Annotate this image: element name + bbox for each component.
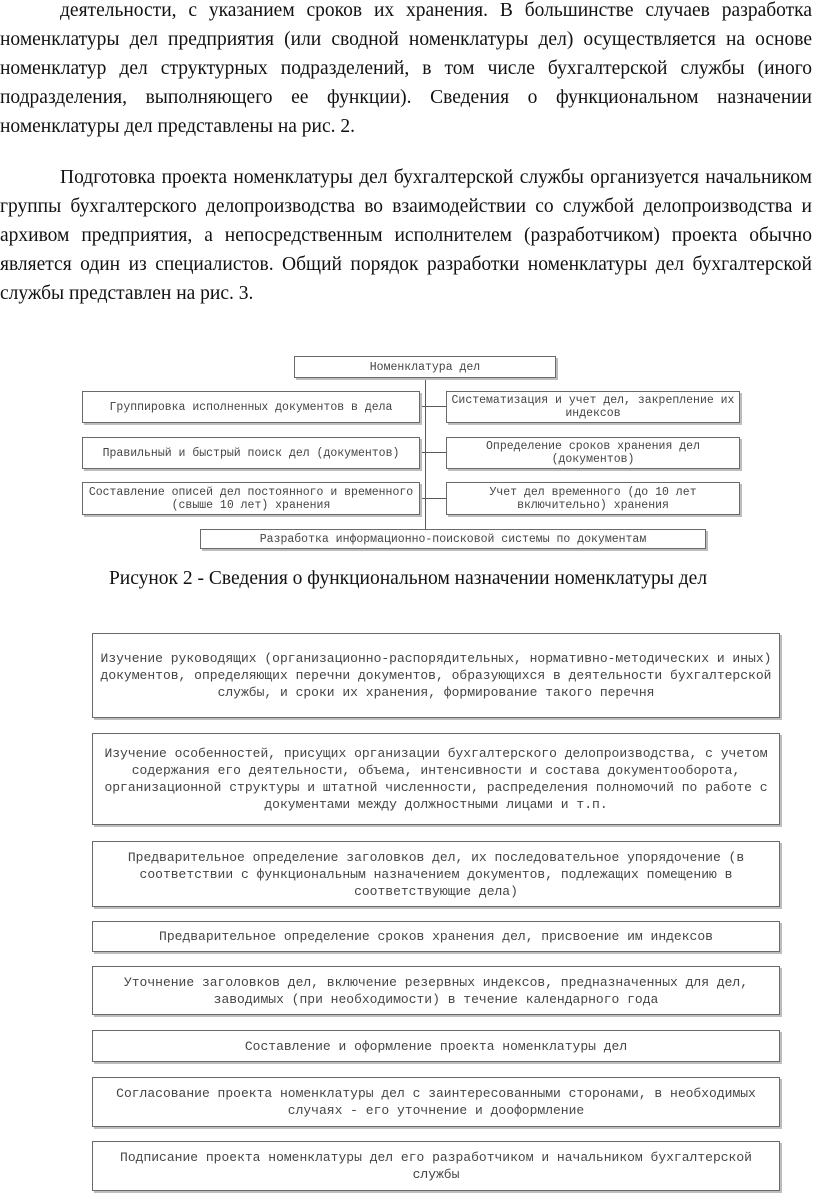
fig2-bottom-box: Разработка информационно-поисковой системы по документам [200, 529, 706, 549]
figure-2-caption: Рисунок 2 - Сведения о функциональном назначении номенклатуры дел [108, 568, 708, 589]
fig2-left-box-3: Составление описей дел постоянного и временного (свыше 10 лет) хранения [82, 482, 420, 515]
fig3-step-3: Предварительное определение заголовков дел, их последовательное упорядочение (в соответствии с функциональным назначением документов, подлежащих помещению в соответствующие дела) [92, 841, 780, 907]
fig3-step-2: Изучение особенностей, присущих организации бухгалтерского делопроизводства, с учетом содержания его деятельности, объема, интенсивности и состава документооборота, организационной структуры и штатной численности, распределения полномочий по работе с документами между должностными лицами и т.п. [92, 733, 780, 825]
fig3-step-1: Изучение руководящих (организационно-распорядительных, нормативно-методических и иных) документов, определяющих перечни документов, образующихся в деятельности бухгалтерской службы, и сроки их хранения, формирование такого перечня [92, 633, 780, 718]
fig3-step-7: Согласование проекта номенклатуры дел с заинтересованными сторонами, в необходимых случаях - его уточнение и дооформление [92, 1077, 780, 1127]
fig2-left-box-1: Группировка исполненных документов в дела [82, 391, 420, 423]
fig2-left-box-2: Правильный и быстрый поиск дел (документов) [82, 437, 420, 469]
connector-line [419, 452, 446, 453]
connector-line [419, 406, 446, 407]
connector-line [419, 498, 446, 499]
fig2-right-box-2: Определение сроков хранения дел (документов) [446, 437, 740, 469]
fig3-step-4: Предварительное определение сроков хранения дел, присвоение им индексов [92, 921, 780, 952]
connector-line [425, 378, 426, 531]
fig2-right-box-1: Систематизация и учет дел, закрепление их индексов [446, 391, 740, 423]
fig2-top-box: Номенклатура дел [294, 356, 556, 378]
paragraph-2: Подготовка проекта номенклатуры дел бухгалтерской службы организуется начальником группы бухгалтерского делопроизводства во взаимодействии со службой делопроизводства и архивом предприятия, а непосредственным исполнителем (разработчиком) проекта обычно является один из специалистов. Общий порядок разработки номенклатуры дел бухгалтерской службы представлен на рис. 3. [0, 167, 812, 304]
fig3-step-8: Подписание проекта номенклатуры дел его разработчиком и начальником бухгалтерской службы [92, 1141, 780, 1191]
fig3-step-5: Уточнение заголовков дел, включение резервных индексов, предназначенных для дел, заводимых (при необходимости) в течение календарного года [92, 966, 780, 1015]
paragraph-1: деятельности, с указанием сроков их хранения. В большинстве случаев разработка номенклатуры дел предприятия (или сводной номенклатуры дел) осуществляется на основе номенклатур дел структурных подразделений, в том числе бухгалтерской службы (иного подразделения, выполняющего ее функции). Сведения о функциональном назначении номенклатуры дел представлены на рис. 2. [0, 0, 812, 137]
fig2-right-box-3: Учет дел временного (до 10 лет включительно) хранения [446, 482, 740, 515]
fig3-step-6: Составление и оформление проекта номенклатуры дел [92, 1030, 780, 1062]
